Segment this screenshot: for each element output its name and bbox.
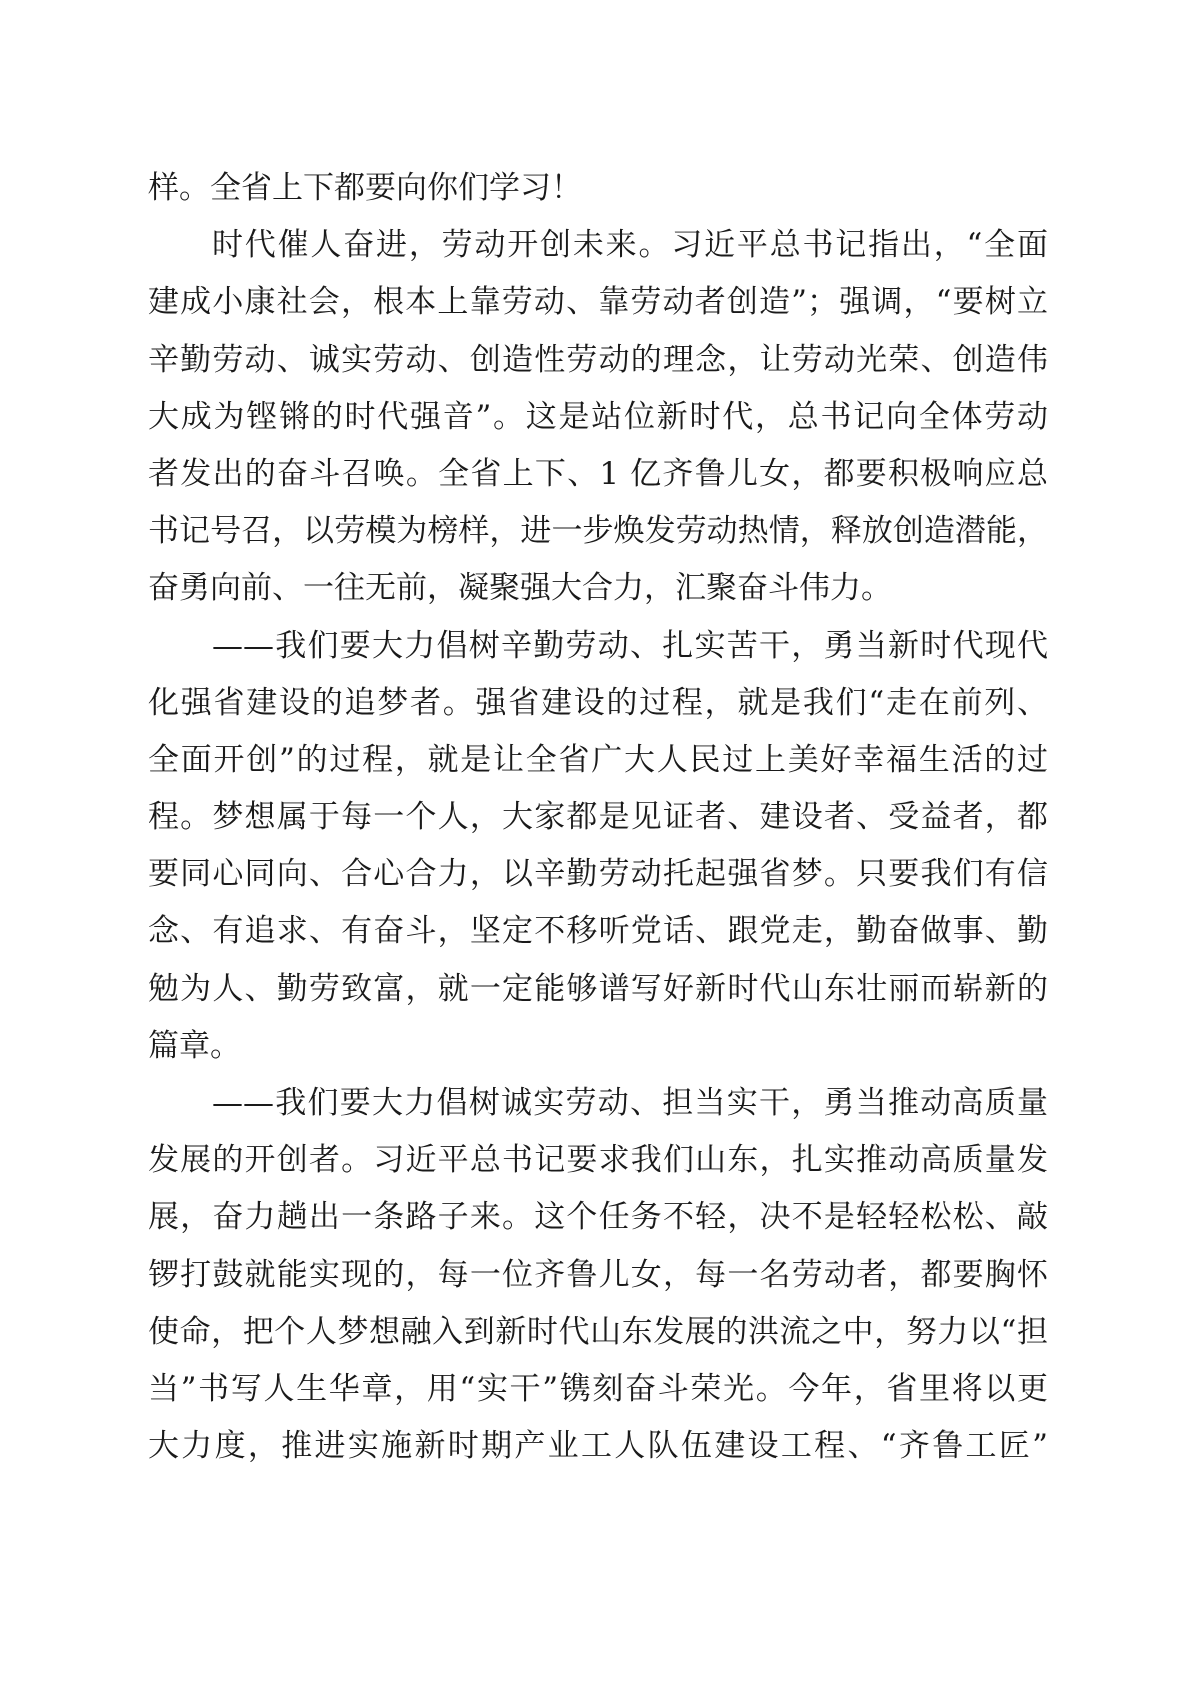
text-line: 程。梦想属于每一个人，大家都是见证者、建设者、受益者，都 — [148, 799, 1048, 836]
text-line: 书记号召，以劳模为榜样，进一步焕发劳动热情，释放创造潜能， — [148, 513, 1048, 550]
text-line: 者发出的奋斗召唤。全省上下、1 亿齐鲁儿女，都要积极响应总 — [148, 455, 1048, 492]
text-line: 大成为铿锵的时代强音”。这是站位新时代，总书记向全体劳动 — [148, 398, 1048, 435]
text-line: 全面开创”的过程，就是让全省广大人民过上美好幸福生活的过 — [148, 741, 1048, 778]
text-line: 辛勤劳动、诚实劳动、创造性劳动的理念，让劳动光荣、创造伟 — [148, 341, 1048, 378]
text-line: 化强省建设的追梦者。强省建设的过程，就是我们“走在前列、 — [148, 684, 1048, 721]
text-line: 锣打鼓就能实现的，每一位齐鲁儿女，每一名劳动者，都要胸怀 — [148, 1256, 1048, 1293]
text-line: 勉为人、勤劳致富，就一定能够谱写好新时代山东壮丽而崭新的 — [148, 970, 1048, 1007]
text-line: 时代催人奋进，劳动开创未来。习近平总书记指出，“全面 — [212, 227, 1048, 264]
text-line: 展，奋力趟出一条路子来。这个任务不轻，决不是轻轻松松、敲 — [148, 1199, 1048, 1236]
text-line: 发展的开创者。习近平总书记要求我们山东，扎实推动高质量发 — [148, 1142, 1048, 1179]
body-text — [148, 160, 1048, 1475]
text-line: 要同心同向、合心合力，以辛勤劳动托起强省梦。只要我们有信 — [148, 856, 1048, 893]
text-line: 大力度，推进实施新时期产业工人队伍建设工程、“齐鲁工匠” — [148, 1428, 1048, 1465]
text-line: 篇章。 — [148, 1027, 241, 1064]
text-line: 念、有追求、有奋斗，坚定不移听党话、跟党走，勤奋做事、勤 — [148, 913, 1048, 950]
text-line: 奋勇向前、一往无前，凝聚强大合力，汇聚奋斗伟力。 — [148, 570, 892, 607]
text-line: 建成小康社会，根本上靠劳动、靠劳动者创造”；强调，“要树立 — [148, 284, 1048, 321]
text-line: ——我们要大力倡树辛勤劳动、扎实苦干，勇当新时代现代 — [212, 627, 1048, 664]
text-line: 样。全省上下都要向你们学习！ — [148, 170, 582, 206]
text-line: ——我们要大力倡树诚实劳动、担当实干，勇当推动高质量 — [212, 1085, 1048, 1121]
text-line: 当”书写人生华章，用“实干”镌刻奋斗荣光。今年，省里将以更 — [148, 1370, 1048, 1407]
text-line: 使命，把个人梦想融入到新时代山东发展的洪流之中，努力以“担 — [148, 1313, 1048, 1350]
